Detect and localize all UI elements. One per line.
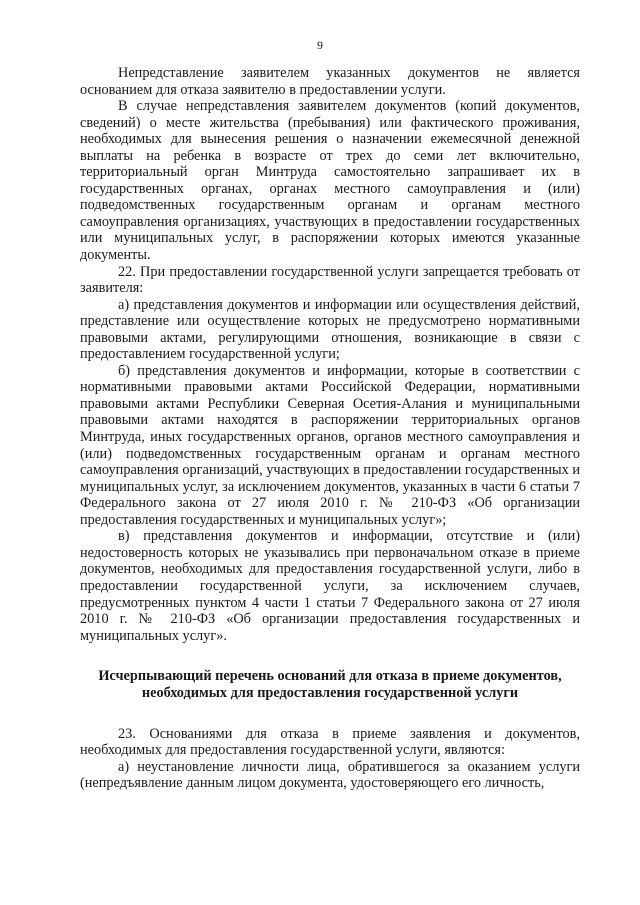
paragraph-22-b: б) представления документов и информации, которые в соответствии с нормативными правовыми актами Российской Федерации, нормативными правовыми актами Республики Северная Осетия-Алания и муниципальными правовыми актами находятся в распоряжении территориальных органов Минтруда, иных государственных органов, органов местного самоуправления и (или) подведомственных государственным органам и органам местного самоуправления организаций, участвующих в предоставлении государственных и муниципальных услуг, за исключением документов, указанных в части 6 статьи 7 Федерального закона от 27 июля 2010 г. № 210-ФЗ «Об организации предоставления государственных и муниципальных услуг»; [80, 362, 580, 528]
page-body [80, 65, 580, 792]
paragraph-23: 23. Основаниями для отказа в приеме заявления и документов, необходимых для предоставления государственной услуги, являются: [80, 725, 580, 759]
paragraph-22-v: в) представления документов и информации, отсутствие и (или) недостоверность которых не указывались при первоначальном отказе в приеме документов, необходимых для предоставления государственной услуги, либо в предоставлении государственной услуги, за исключением случаев, предусмотренных пунктом 4 части 1 статьи 7 Федерального закона от 27 июля 2010 г. № 210-ФЗ «Об организации предоставления государственных и муниципальных услуг». [80, 528, 580, 644]
paragraph-nonsubmission: Непредставление заявителем указанных документов не является основанием для отказа заявителю в предоставлении услуги. [80, 65, 580, 98]
paragraph-documents-request: В случае непредставления заявителем документов (копий документов, сведений) о месте жительства (пребывания) или фактического проживания, необходимых для вынесения решения о назначении ежемесячной денежной выплаты на ребенка в возрасте от трех до семи лет включительно, территориальный орган Минтруда самостоятельно запрашивает их в государственных органах, органах местного самоуправления и (или) подведомственных государственным органам и органам местного самоуправления организациях, участвующих в предоставлении государственных или муниципальных услуг, в распоряжении которых имеются указанные документы. [80, 98, 580, 264]
section-heading: Исчерпывающий перечень оснований для отказа в приеме документов, необходимых для предоставления государственной услуги [98, 668, 562, 701]
paragraph-23-a: а) неустановление личности лица, обратившегося за оказанием услуги (непредъявление данным лицом документа, удостоверяющего его личность, [80, 758, 580, 792]
paragraph-22-a: а) представления документов и информации или осуществления действий, представление или осуществление которых не предусмотрено нормативными правовыми актами, регулирующими отношения, возникающие в связи с предоставлением государственной услуги; [80, 296, 580, 363]
paragraph-22: 22. При предоставлении государственной услуги запрещается требовать от заявителя: [80, 263, 580, 297]
page-number: 9 [317, 38, 323, 52]
